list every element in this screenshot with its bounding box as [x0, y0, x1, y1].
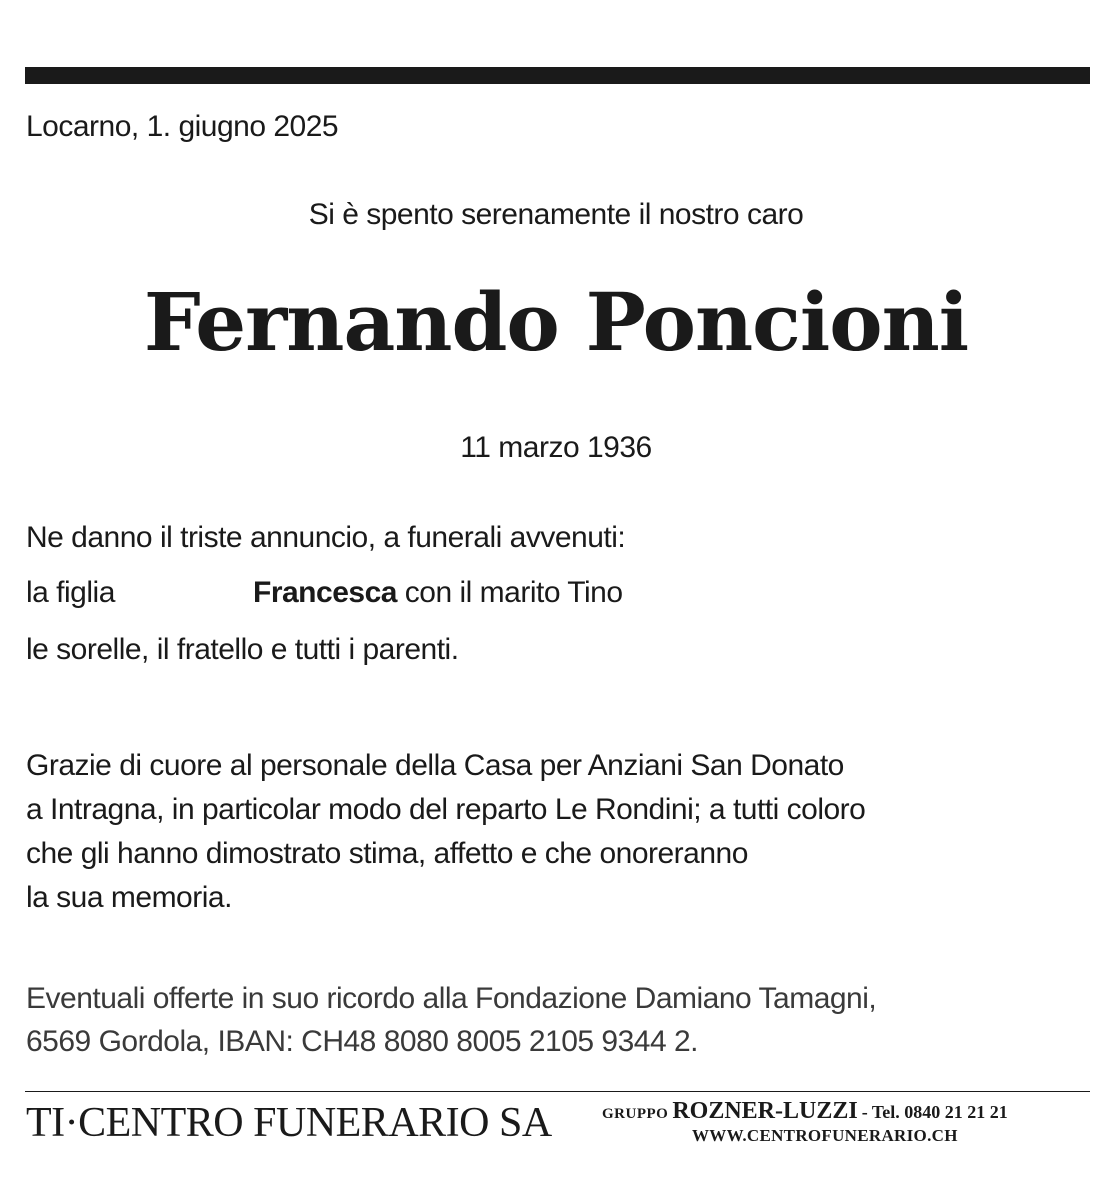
company-name: TI·CENTRO FUNERARIO SA [26, 1100, 552, 1146]
daughter-line [253, 575, 623, 611]
thanks-line: a Intragna, in particolar modo del reparto Le Rondini; a tutti coloro [26, 793, 866, 826]
website: WWW.CENTROFUNERARIO.CH [692, 1126, 958, 1145]
daughter-relation: la figlia [26, 576, 115, 609]
deceased-name: Fernando Poncioni [143, 275, 969, 369]
thanks-line: Grazie di cuore al personale della Casa per Anziani San Donato [26, 749, 844, 782]
thanks-line: la sua memoria. [26, 881, 232, 914]
daughter-name: Francesca [253, 576, 397, 609]
place-date: Locarno, 1. giugno 2025 [26, 110, 339, 143]
announcement: Ne danno il triste annuncio, a funerali avvenuti: [26, 521, 626, 554]
group-telephone: - Tel. 0840 21 21 21 [861, 1102, 1008, 1122]
thanks-line: che gli hanno dimostrato stima, affetto e che onoreranno [26, 837, 748, 870]
intro-text: Si è spento serenamente il nostro caro [308, 198, 804, 231]
daughter-rest: con il marito Tino [404, 576, 623, 609]
offers-line: 6569 Gordola, IBAN: CH48 8080 8005 2105 9344 2. [26, 1025, 699, 1058]
offers-paragraph [26, 977, 876, 1063]
bottom-rule [25, 1091, 1090, 1092]
thanks-paragraph [26, 744, 865, 920]
group-line [602, 1098, 1008, 1125]
other-relatives: le sorelle, il fratello e tutti i parenti. [26, 633, 459, 666]
group-label: GRUPPO [602, 1106, 669, 1122]
group-name: ROZNER-LUZZI [672, 1098, 858, 1124]
birth-date: 11 marzo 1936 [460, 431, 652, 464]
top-rule [25, 67, 1090, 84]
offers-line: Eventuali offerte in suo ricordo alla Fondazione Damiano Tamagni, [26, 982, 877, 1015]
